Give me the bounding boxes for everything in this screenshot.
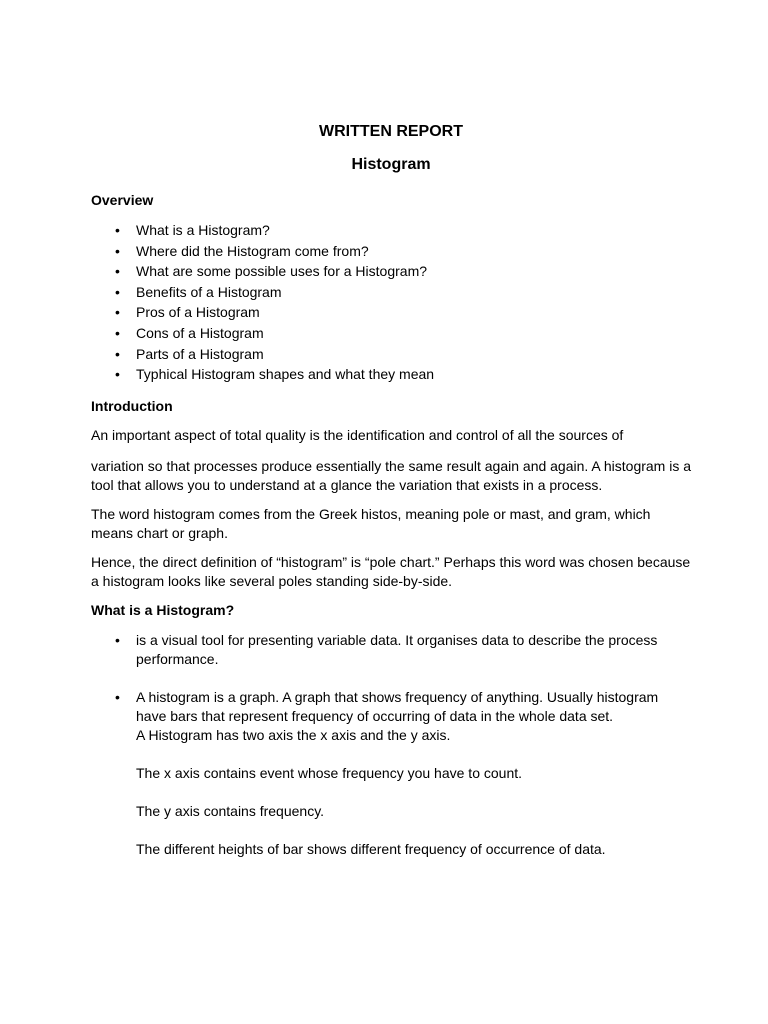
list-item: • Typhical Histogram shapes and what they mean <box>91 364 691 385</box>
list-item <box>91 688 691 859</box>
list-item: • What are some possible uses for a Histogram? <box>91 261 691 282</box>
bullet-line: The x axis contains event whose frequency you have to count. <box>136 764 523 781</box>
bullet-line: • A histogram is a graph. A graph that shows frequency of anything. Usually histogram have bars that represent frequency of occurring of data in the whole data set. <box>136 688 659 724</box>
overview-list <box>91 220 691 385</box>
overview-heading: Overview <box>91 192 154 208</box>
introduction-heading: Introduction <box>91 397 173 414</box>
list-item: • Cons of a Histogram <box>91 323 691 344</box>
list-item: • Where did the Histogram come from? <box>91 241 691 262</box>
list-item: • is a visual tool for presenting variable data. It organises data to describe the process performance. <box>91 631 691 669</box>
list-item: • Benefits of a Histogram <box>91 282 691 303</box>
what-is-heading: What is a Histogram? <box>91 601 235 618</box>
intro-paragraph: Hence, the direct definition of “histogram” is “pole chart.” Perhaps this word was chosen because a histogram looks like several poles standing side-by-side. <box>91 553 691 589</box>
intro-paragraph: The word histogram comes from the Greek histos, meaning pole or mast, and gram, which means chart or graph. <box>91 505 651 541</box>
intro-paragraph: An important aspect of total quality is the identification and control of all the sources of <box>91 426 624 443</box>
what-is-list <box>91 631 691 859</box>
document-body <box>91 121 691 859</box>
list-item: • Pros of a Histogram <box>91 302 691 323</box>
bullet-line: The different heights of bar shows different frequency of occurrence of data. <box>136 840 606 857</box>
list-item: • What is a Histogram? <box>91 220 691 241</box>
report-title: WRITTEN REPORT <box>319 123 463 140</box>
report-subtitle: Histogram <box>351 156 431 173</box>
list-item: • Parts of a Histogram <box>91 344 691 365</box>
intro-paragraph: variation so that processes produce essentially the same result again and again. A histogram is a tool that allows you to understand at a glance the variation that exists in a process. <box>91 457 692 493</box>
bullet-line: A Histogram has two axis the x axis and the y axis. <box>136 726 451 743</box>
bullet-line: The y axis contains frequency. <box>136 802 325 819</box>
